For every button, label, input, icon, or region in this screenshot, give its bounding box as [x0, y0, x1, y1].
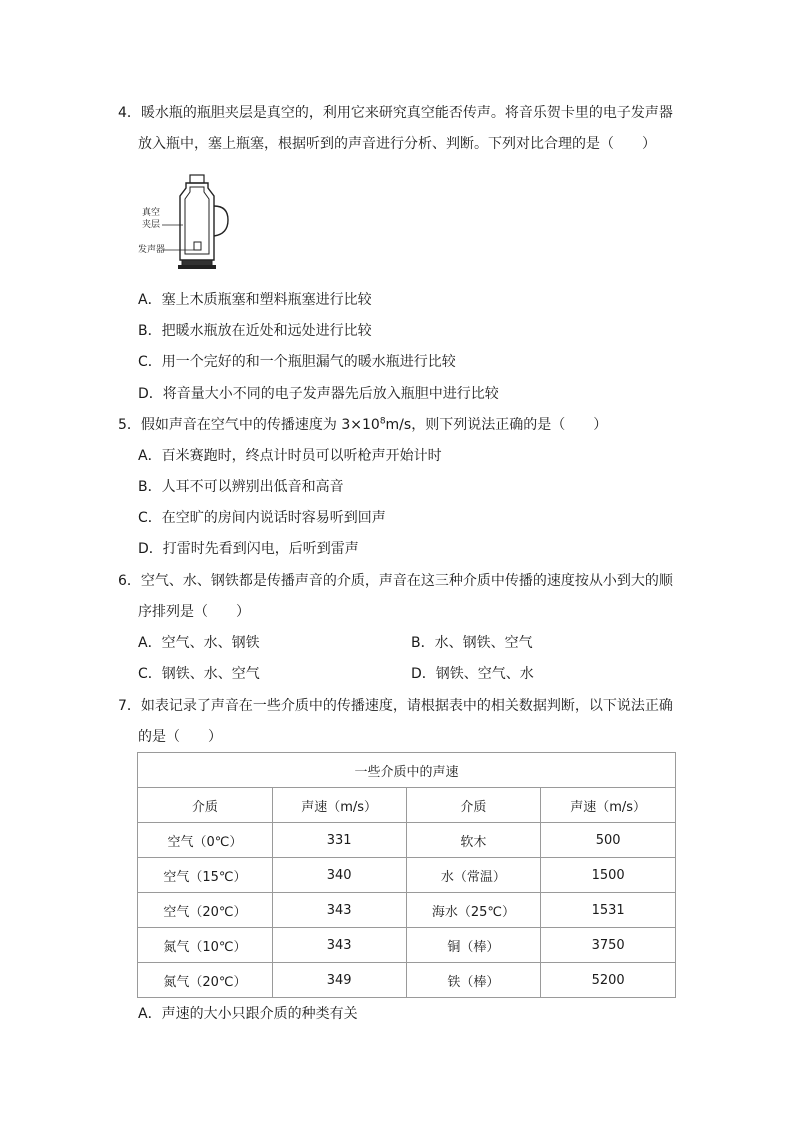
table-cell: 铜（棒）	[406, 928, 541, 963]
table-cell: 铁（棒）	[406, 963, 541, 998]
table-row	[138, 893, 676, 928]
table-row	[138, 928, 676, 963]
table-cell: 空气（20℃）	[138, 893, 273, 928]
q5-stem-pre: 5．假如声音在空气中的传播速度为 3×10	[118, 417, 380, 433]
q4-stem-line2: 放入瓶中，塞上瓶塞，根据听到的声音进行分析、判断。下列对比合理的是（ ）	[138, 136, 656, 152]
q5-option-c: C．在空旷的房间内说话时容易听到回声	[138, 510, 386, 526]
q6-stem-line2: 序排列是（ ）	[138, 604, 250, 620]
q4-option-a: A．塞上木质瓶塞和塑料瓶塞进行比较	[138, 292, 372, 308]
table-cell: 1500	[541, 858, 676, 893]
table-row	[138, 823, 676, 858]
table-cell: 氮气（20℃）	[138, 963, 273, 998]
sound-speed-table	[137, 752, 676, 998]
table-header-speed-1: 声速（m/s）	[272, 788, 406, 823]
table-cell: 331	[272, 823, 406, 858]
table-cell: 340	[272, 858, 406, 893]
table-header-row	[138, 788, 676, 823]
q7-stem-line1: 7．如表记录了声音在一些介质中的传播速度，请根据表中的相关数据判断，以下说法正确	[118, 698, 673, 714]
table-cell: 氮气（10℃）	[138, 928, 273, 963]
q5-option-b: B．人耳不可以辨别出低音和高音	[138, 479, 344, 495]
q6-option-a: A．空气、水、钢铁	[138, 635, 260, 651]
figure-label-vacuum-1: 真空	[142, 208, 161, 218]
table-cell: 349	[272, 963, 406, 998]
table-cell: 海水（25℃）	[406, 893, 541, 928]
thermos-bottle-figure	[136, 172, 242, 272]
table-header-medium-1: 介质	[138, 788, 273, 823]
table-row	[138, 858, 676, 893]
q6-stem-line1: 6．空气、水、钢铁都是传播声音的介质，声音在这三种介质中传播的速度按从小到大的顺	[118, 573, 673, 589]
q5-exponent: 8	[379, 416, 386, 427]
table-cell: 空气（15℃）	[138, 858, 273, 893]
table-cell: 3750	[541, 928, 676, 963]
q7-option-a: A．声速的大小只跟介质的种类有关	[138, 1006, 358, 1022]
q7-stem-line2: 的是（ ）	[138, 729, 222, 745]
table-cell: 5200	[541, 963, 676, 998]
table-header-speed-2: 声速（m/s）	[541, 788, 676, 823]
table-cell: 空气（0℃）	[138, 823, 273, 858]
table-header-medium-2: 介质	[406, 788, 541, 823]
q5-stem-post: m/s，则下列说法正确的是（ ）	[385, 417, 608, 433]
q6-option-b: B．水、钢铁、空气	[411, 635, 533, 651]
q6-option-d: D．钢铁、空气、水	[411, 666, 534, 682]
table-cell: 水（常温）	[406, 858, 541, 893]
q4-stem-line1: 4．暖水瓶的瓶胆夹层是真空的，利用它来研究真空能否传声。将音乐贺卡里的电子发声器	[118, 105, 673, 121]
table-cell: 软木	[406, 823, 541, 858]
table-cell: 500	[541, 823, 676, 858]
table-row	[138, 963, 676, 998]
q4-option-b: B．把暖水瓶放在近处和远处进行比较	[138, 323, 372, 339]
q5-option-a: A．百米赛跑时，终点计时员可以听枪声开始计时	[138, 448, 442, 464]
table-title-row	[138, 753, 676, 788]
q5-stem	[118, 416, 607, 434]
table-cell: 343	[272, 928, 406, 963]
q6-option-c: C．钢铁、水、空气	[138, 666, 260, 682]
q4-option-d: D．将音量大小不同的电子发声器先后放入瓶胆中进行比较	[138, 386, 499, 402]
figure-label-speaker: 发声器	[138, 245, 166, 255]
table-cell: 343	[272, 893, 406, 928]
table-cell: 1531	[541, 893, 676, 928]
q5-option-d: D．打雷时先看到闪电，后听到雷声	[138, 541, 359, 557]
q4-option-c: C．用一个完好的和一个瓶胆漏气的暖水瓶进行比较	[138, 354, 456, 370]
figure-label-vacuum-2: 夹层	[142, 220, 161, 230]
table-title: 一些介质中的声速	[138, 753, 676, 788]
